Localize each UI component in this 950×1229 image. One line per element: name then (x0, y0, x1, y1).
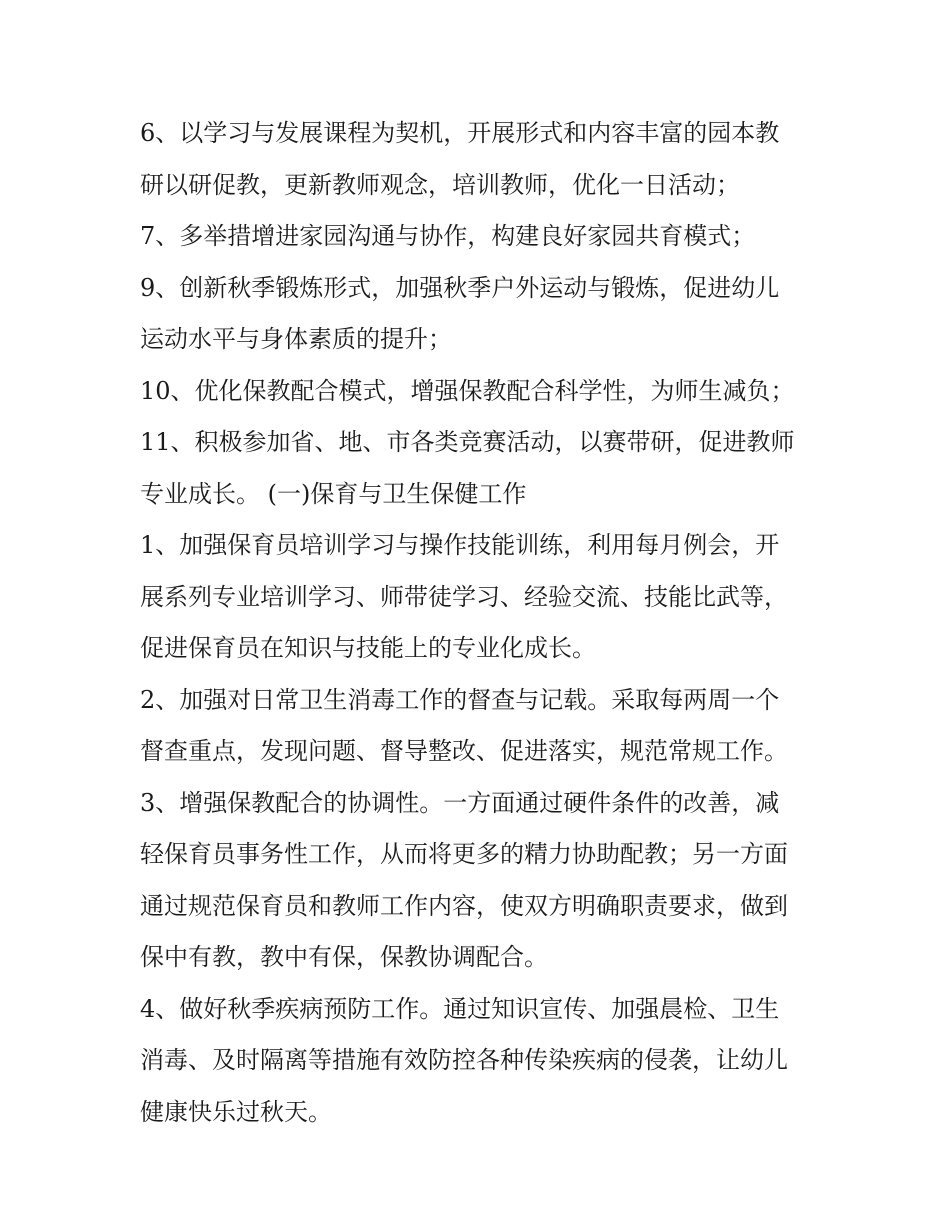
text-line: 3、增强保教配合的协调性。一方面通过硬件条件的改善，减 (140, 788, 780, 817)
text-line: 保中有教，教中有保，保教协调配合。 (140, 943, 548, 971)
text-line: 6、以学习与发展课程为契机，开展形式和内容丰富的园本教 (140, 119, 780, 147)
text-line: 研以研促教，更新教师观念，培训教师，优化一日活动； (140, 170, 740, 199)
text-line: 7、多举措增进家园沟通与协作，构建良好家园共育模式； (140, 222, 756, 250)
text-line: 展系列专业培训学习、师带徒学习、经验交流、技能比武等， (140, 582, 788, 611)
text-line: 10、优化保教配合模式，增强保教配合科学性，为师生减负； (140, 376, 795, 405)
text-line: 2、加强对日常卫生消毒工作的督查与记载。采取每两周一个 (140, 685, 780, 714)
text-line: 消毒、及时隔离等措施有效防控各种传染疾病的侵袭，让幼儿 (140, 1046, 788, 1074)
text-line: 专业成长。 (一)保育与卫生保健工作 (140, 479, 527, 508)
text-line: 督查重点，发现问题、督导整改、促进落实，规范常规工作。 (140, 737, 788, 765)
text-line: 1、加强保育员培训学习与操作技能训练，利用每月例会，开 (140, 531, 780, 559)
document-body (140, 108, 830, 1138)
text-line: 运动水平与身体素质的提升； (140, 325, 452, 353)
text-line: 4、做好秋季疾病预防工作。通过知识宣传、加强晨检、卫生 (140, 994, 780, 1023)
text-line: 健康快乐过秋天。 (140, 1097, 332, 1126)
text-line: 11、积极参加省、地、市各类竞赛活动，以赛带研，促进教师 (140, 428, 795, 456)
text-line: 轻保育员事务性工作，从而将更多的精力协助配教；另一方面 (140, 840, 788, 868)
text-line: 通过规范保育员和教师工作内容，使双方明确职责要求，做到 (140, 891, 788, 920)
text-line: 9、创新秋季锻炼形式，加强秋季户外运动与锻炼，促进幼儿 (140, 273, 780, 302)
text-line: 促进保育员在知识与技能上的专业化成长。 (140, 634, 596, 662)
